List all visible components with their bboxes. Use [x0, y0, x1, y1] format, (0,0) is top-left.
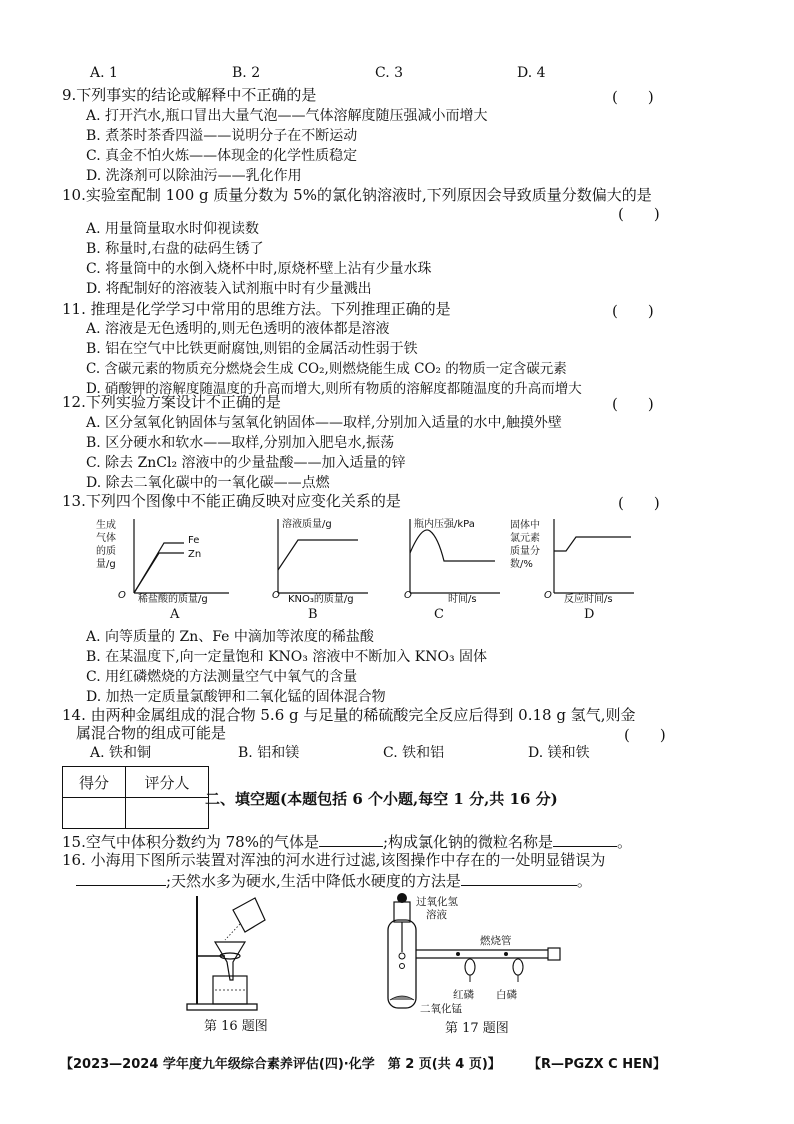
graph-b-letter: B — [308, 607, 318, 622]
page-footer-info: 【2023—2024 学年度九年级综合素养评估(四)·化学 第 2 页(共 4 页)】 — [60, 1057, 501, 1072]
q14-option-b: B. 铝和镁 — [238, 745, 300, 761]
q13-option-a: A. 向等质量的 Zn、Fe 中滴加等浓度的稀盐酸 — [86, 629, 374, 645]
graph-c-letter: C — [434, 607, 444, 622]
graph-a-series-fe: Fe — [188, 535, 200, 546]
fig17-label-tube: 燃烧管 — [480, 935, 512, 947]
q11-stem: 11. 推理是化学学习中常用的思维方法。下列推理正确的是 — [62, 300, 451, 318]
graph-d-plot — [546, 515, 638, 595]
graph-a-origin: O — [118, 590, 126, 601]
q12-option-a: A. 区分氢氧化钠固体与氢氧化钠固体——取样,分别加入适量的水中,触摸外壁 — [86, 415, 562, 431]
q10-option-a: A. 用量筒量取水时仰视读数 — [86, 221, 260, 237]
q8-option-a: A. 1 — [90, 65, 118, 81]
q9-answer-paren: ( ) — [612, 88, 654, 106]
q16-line1: 16. 小海用下图所示装置对浑浊的河水进行过滤,该图操作中存在的一处明显错误为 — [62, 851, 606, 869]
q10-stem: 10.实验室配制 100 g 质量分数为 5%的氯化钠溶液时,下列原因会导致质量分数偏大的是 — [62, 186, 652, 204]
q13-option-c: C. 用红磷燃烧的方法测量空气中氧气的含量 — [86, 669, 358, 685]
q8-option-d: D. 4 — [517, 65, 546, 81]
fig17-label-mno2: 二氧化锰 — [420, 1003, 462, 1015]
fig16-caption: 第 16 题图 — [204, 1019, 268, 1034]
grader-cell[interactable] — [126, 798, 209, 829]
q9-option-a: A. 打开汽水,瓶口冒出大量气泡——气体溶解度随压强减小而增大 — [86, 108, 488, 124]
page-footer-code: 【R—PGZX C HEN】 — [528, 1057, 666, 1072]
score-header: 得分 — [63, 767, 126, 798]
q12-option-c: C. 除去 ZnCl₂ 溶液中的少量盐酸——加入适量的锌 — [86, 455, 406, 471]
q10-answer-paren: ( ) — [618, 205, 660, 223]
graph-a-plot — [124, 515, 236, 595]
graph-c-ylabel: 瓶内压强/kPa — [414, 519, 475, 530]
combustion-apparatus-figure — [378, 892, 578, 1016]
filtration-apparatus-figure — [185, 890, 275, 1015]
q8-option-c: C. 3 — [375, 65, 404, 81]
graph-d-ylabel: 固体中 氯元素 质量分 数/% — [510, 520, 540, 570]
q12-option-d: D. 除去二氧化碳中的一氧化碳——点燃 — [86, 475, 330, 491]
graph-b-ylabel: 溶液质量/g — [282, 519, 332, 530]
q14-answer-paren: ( ) — [624, 726, 666, 744]
q13-answer-paren: ( ) — [618, 494, 660, 512]
graph-a — [96, 515, 236, 625]
q16-text-2: ;天然水多为硬水,生活中降低水硬度的方法是 — [166, 872, 461, 890]
q11-answer-paren: ( ) — [612, 302, 654, 320]
fig17-label-red-phosphorus: 红磷 — [453, 989, 474, 1001]
q9-option-c: C. 真金不怕火炼——体现金的化学性质稳定 — [86, 148, 358, 164]
q15-text-2: ;构成氯化钠的微粒名称是 — [382, 833, 554, 851]
q12-answer-paren: ( ) — [612, 395, 654, 413]
q11-option-d: D. 硝酸钾的溶解度随温度的升高而增大,则所有物质的溶解度都随温度的升高而增大 — [86, 381, 582, 397]
q12-stem: 12.下列实验方案设计不正确的是 — [62, 393, 281, 411]
q10-option-c: C. 将量筒中的水倒入烧杯中时,原烧杯壁上沾有少量水珠 — [86, 261, 432, 277]
section-2-heading: 二、填空题(本题包括 6 个小题,每空 1 分,共 16 分) — [205, 790, 558, 808]
q11-option-c: C. 含碳元素的物质充分燃烧会生成 CO₂,则燃烧能生成 CO₂ 的物质一定含碳元素 — [86, 361, 567, 377]
q14-option-a: A. 铁和铜 — [90, 745, 152, 761]
q16-text-3: 。 — [576, 872, 592, 890]
q16-blank-1[interactable] — [76, 871, 166, 886]
q14-stem-line2: 属混合物的组成可能是 — [76, 724, 227, 742]
q10-option-b: B. 称量时,右盘的砝码生锈了 — [86, 241, 264, 257]
q15-line — [62, 832, 632, 852]
q14-option-d: D. 镁和铁 — [528, 745, 590, 761]
q8-option-b: B. 2 — [232, 65, 261, 81]
fig17-caption: 第 17 题图 — [445, 1021, 509, 1036]
graph-b-xlabel: KNO₃的质量/g — [288, 594, 354, 605]
graph-c-origin: O — [404, 590, 412, 601]
q9-stem: 9.下列事实的结论或解释中不正确的是 — [62, 86, 317, 104]
q12-option-b: B. 区分硬水和软水——取样,分别加入肥皂水,振荡 — [86, 435, 395, 451]
q11-option-b: B. 铝在空气中比铁更耐腐蚀,则铝的金属活动性弱于铁 — [86, 341, 418, 357]
graph-c-xlabel: 时间/s — [448, 594, 477, 605]
graph-c — [400, 515, 520, 625]
fig17-label-h2o2: 过氧化氢 溶液 — [416, 896, 458, 921]
score-table — [62, 766, 209, 829]
graph-d-xlabel: 反应时间/s — [564, 594, 613, 605]
q13-option-b: B. 在某温度下,向一定量饱和 KNO₃ 溶液中不断加入 KNO₃ 固体 — [86, 649, 488, 665]
grader-header: 评分人 — [126, 767, 209, 798]
graph-a-ylabel: 生成 气体 的质 量/g — [96, 520, 116, 570]
graph-a-letter: A — [170, 607, 180, 622]
q15-blank-1[interactable] — [319, 832, 383, 847]
q10-option-d: D. 将配制好的溶液装入试剂瓶中时有少量溅出 — [86, 281, 372, 297]
q15-blank-2[interactable] — [553, 832, 617, 847]
q14-stem-line1: 14. 由两种金属组成的混合物 5.6 g 与足量的稀硫酸完全反应后得到 0.18 g 氢气,则金 — [62, 706, 636, 724]
graph-d — [508, 515, 638, 625]
q15-text-3: 。 — [617, 833, 633, 851]
q16-line2 — [76, 871, 592, 891]
q9-option-d: D. 洗涤剂可以除油污——乳化作用 — [86, 168, 302, 184]
graph-b-origin: O — [272, 590, 280, 601]
graph-d-letter: D — [584, 607, 595, 622]
q14-option-c: C. 铁和铝 — [383, 745, 445, 761]
fig17-label-white-phosphorus: 白磷 — [496, 989, 517, 1001]
q15-text-1: 15.空气中体积分数约为 78%的气体是 — [62, 833, 319, 851]
q9-option-b: B. 煮茶时茶香四溢——说明分子在不断运动 — [86, 128, 358, 144]
graph-b — [268, 515, 388, 625]
q13-stem: 13.下列四个图像中不能正确反映对应变化关系的是 — [62, 492, 401, 510]
graph-a-series-zn: Zn — [188, 549, 202, 560]
q16-blank-2[interactable] — [461, 871, 577, 886]
q11-option-a: A. 溶液是无色透明的,则无色透明的液体都是溶液 — [86, 321, 390, 337]
graph-a-xlabel: 稀盐酸的质量/g — [138, 594, 208, 605]
score-cell[interactable] — [63, 798, 126, 829]
graph-d-origin: O — [544, 590, 552, 601]
q13-option-d: D. 加热一定质量氯酸钾和二氧化锰的固体混合物 — [86, 689, 386, 705]
